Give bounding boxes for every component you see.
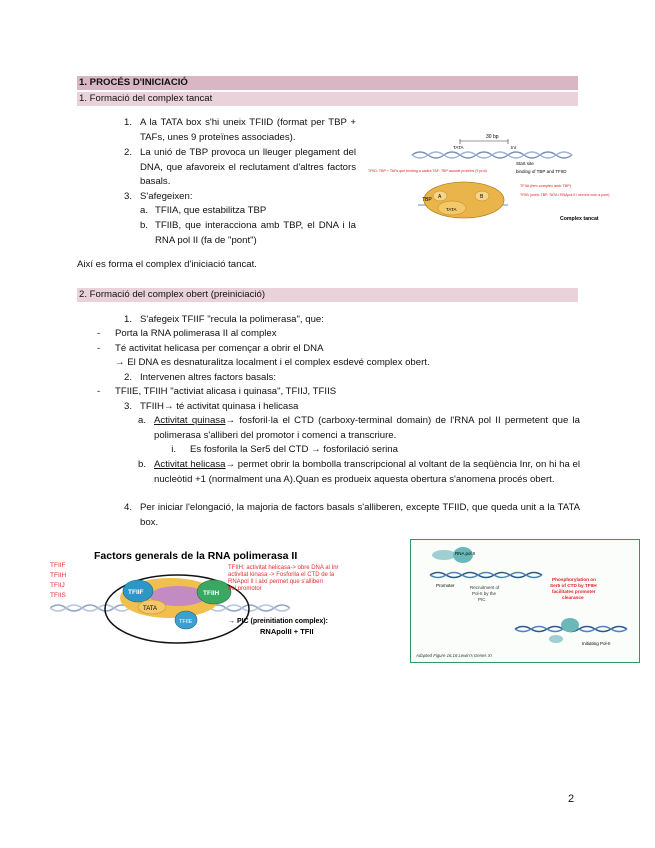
tfiid-note: TFIID: TBP + TAFs que binding a cadira TAF: TBP asociat proteïns (9 prot) bbox=[368, 169, 487, 173]
recruitment-figure bbox=[410, 539, 640, 663]
caption-label: Adapted Figure 16.16 Lewin's Genes XI bbox=[416, 653, 492, 658]
subsublist-number: i. bbox=[171, 444, 176, 455]
recruit-line1-text: Recruitment of bbox=[470, 585, 500, 590]
promoter-label: Promoter bbox=[436, 583, 455, 588]
sublist-letter: b. bbox=[137, 459, 146, 470]
list-number: 4. bbox=[123, 502, 132, 513]
closing-paragraph: Així es forma el complex d'iniciació tancat. bbox=[77, 259, 257, 270]
dash-bullet: - bbox=[97, 328, 101, 339]
section1-header: 1. Formació del complex tancat bbox=[77, 92, 578, 106]
tfiie-label: TFIIE bbox=[179, 619, 193, 625]
section2-header: 2. Formació del complex obert (preiniciació) bbox=[77, 288, 578, 302]
phos-line3: facilitates promoter bbox=[552, 589, 596, 594]
list-number: 3. bbox=[123, 191, 132, 202]
factor-tfiij: TFIIJ bbox=[50, 582, 65, 589]
quinasa-label: Activitat quinasa bbox=[154, 415, 226, 426]
section-main-header: 1. PROCÉS D'INICIACIÓ bbox=[77, 76, 578, 90]
helicasa-text: → permet obrir la bombolla transcripcional al voltant de la seqüència Inr, on hi ha el nucleòtid +1 (normalment una A).Quan es produeix aquesta obertura s'anomena procés obert. bbox=[154, 459, 580, 485]
binding-label: binding of TBP and TFIID bbox=[516, 169, 567, 174]
pic-formula: RNApolII + TFII bbox=[260, 627, 314, 636]
tfiih-note-line3: RNApol II i així permet que s'alliberi bbox=[228, 579, 323, 585]
list-item: TFIIH→ té activitat quinasa i helicasa bbox=[140, 401, 299, 412]
factor-tfiis: TFIIS bbox=[50, 592, 66, 599]
recruit-line3-text: PIC bbox=[478, 597, 486, 602]
tfiih-note-line4: del promotor bbox=[228, 586, 262, 592]
tbp-label: TBP bbox=[422, 197, 432, 203]
list-item: Té activitat helicasa per començar a obrir el DNA bbox=[115, 343, 324, 354]
tfiih-note-line2: activitat kinasa -> Fosforila el CTD de la bbox=[228, 572, 335, 578]
page-number: 2 bbox=[568, 793, 575, 805]
sublist-item bbox=[154, 414, 580, 443]
factor-tfiih: TFIIH bbox=[50, 572, 67, 579]
moving-label: Initiating Pol-II bbox=[582, 641, 611, 646]
factor-tfiif: TFIIF bbox=[50, 562, 66, 569]
tfiib-label: B bbox=[480, 194, 484, 200]
tata-label: TATA bbox=[143, 606, 157, 612]
sublist-letter: a. bbox=[137, 415, 146, 426]
list-number: 1. bbox=[123, 314, 132, 325]
list-item: La unió de TBP provoca un lleuger plegament del DNA, que afavoreix el reclutament d'altres factors basals. bbox=[140, 147, 356, 188]
list-item: A la TATA box s'hi uneix TFIID (format per TBP + TAFs, unes 9 proteïnes associades). bbox=[140, 117, 356, 143]
list-item: Per iniciar l'elongació, la majoria de factors basals s'alliberen, excepte TFIID, que queda unit a la TATA box. bbox=[140, 502, 580, 528]
phos-line4: clearance bbox=[562, 595, 584, 600]
recruit-line2-text: Pol-II by the bbox=[472, 591, 497, 596]
list-number: 3. bbox=[123, 401, 132, 412]
helicasa-label: Activitat helicasa bbox=[154, 459, 226, 470]
sublist-item: TFIIA, que estabilitza TBP bbox=[155, 205, 267, 216]
tata-label: TATA bbox=[446, 207, 457, 212]
sublist-letter: b. bbox=[139, 220, 148, 231]
list-number: 2. bbox=[123, 147, 132, 158]
pol-label: RNA pol II bbox=[455, 551, 476, 556]
bp-label: 30 bp bbox=[486, 134, 499, 140]
tfiih-note-line1: TFIIH: activitat helicasa-> obre DNA al Inr bbox=[228, 565, 339, 571]
tata-label: TATA bbox=[453, 145, 464, 150]
phos-line1: Phosphorylation on bbox=[552, 577, 597, 582]
tfiih-label: TFIIH bbox=[203, 590, 220, 597]
phos-line2: Ser5 of CTD by TFIIH bbox=[550, 583, 597, 588]
sublist-item bbox=[154, 458, 580, 487]
general-factors-figure bbox=[50, 546, 395, 658]
sublist-letter: a. bbox=[139, 205, 148, 216]
tfiif-label: TFIIF bbox=[128, 589, 144, 596]
inr-label: Inr bbox=[511, 145, 517, 150]
tfiih-note bbox=[228, 565, 340, 592]
list-item: S'afegeix TFIIF "recula la polimerasa", que: bbox=[140, 314, 324, 325]
tfiia-note: TFIIA (fem complex amb TBP) bbox=[520, 184, 571, 188]
list-item: Intervenen altres factors basals: bbox=[140, 372, 276, 383]
sublist-item: TFIIB, que interacciona amb TBP, el DNA i la RNA pol II (fa de "pont") bbox=[155, 220, 356, 246]
figure-title: Factors generals de la RNA polimerasa II bbox=[94, 550, 298, 562]
complex-label: Complex tancat bbox=[560, 216, 599, 222]
dash-bullet: - bbox=[97, 343, 101, 354]
tfiib-note: TFIIB (uneix TBP, TATA i RNApol II i serveix com a pont) bbox=[520, 193, 610, 197]
list-number: 1. bbox=[123, 117, 132, 128]
list-item: S'afegeixen: bbox=[140, 191, 193, 202]
list-item: Porta la RNA polimerasa II al complex bbox=[115, 328, 277, 339]
closed-complex-figure bbox=[368, 128, 618, 228]
start-site-label: Start site bbox=[516, 161, 534, 166]
quinasa-text: → fosforil·la el CTD (carboxy-terminal domain) de l'RNA pol II permetent que la polimerasa s'alliberi del promotor i comenci a transcriure. bbox=[154, 415, 581, 441]
list-number: 2. bbox=[123, 372, 132, 383]
list-item: → El DNA es desnaturalitza localment i el complex esdevé complex obert. bbox=[115, 357, 430, 368]
tfiia-label: A bbox=[438, 194, 442, 200]
list-item: TFIIE, TFIIH "activiat alicasa i quinasa", TFIIJ, TFIIS bbox=[115, 386, 337, 397]
pic-label: → PIC (preinitiation complex): bbox=[228, 618, 328, 625]
dash-bullet: - bbox=[97, 386, 101, 397]
subsublist-item: Es fosforila la Ser5 del CTD → fosforilació serina bbox=[190, 444, 398, 455]
